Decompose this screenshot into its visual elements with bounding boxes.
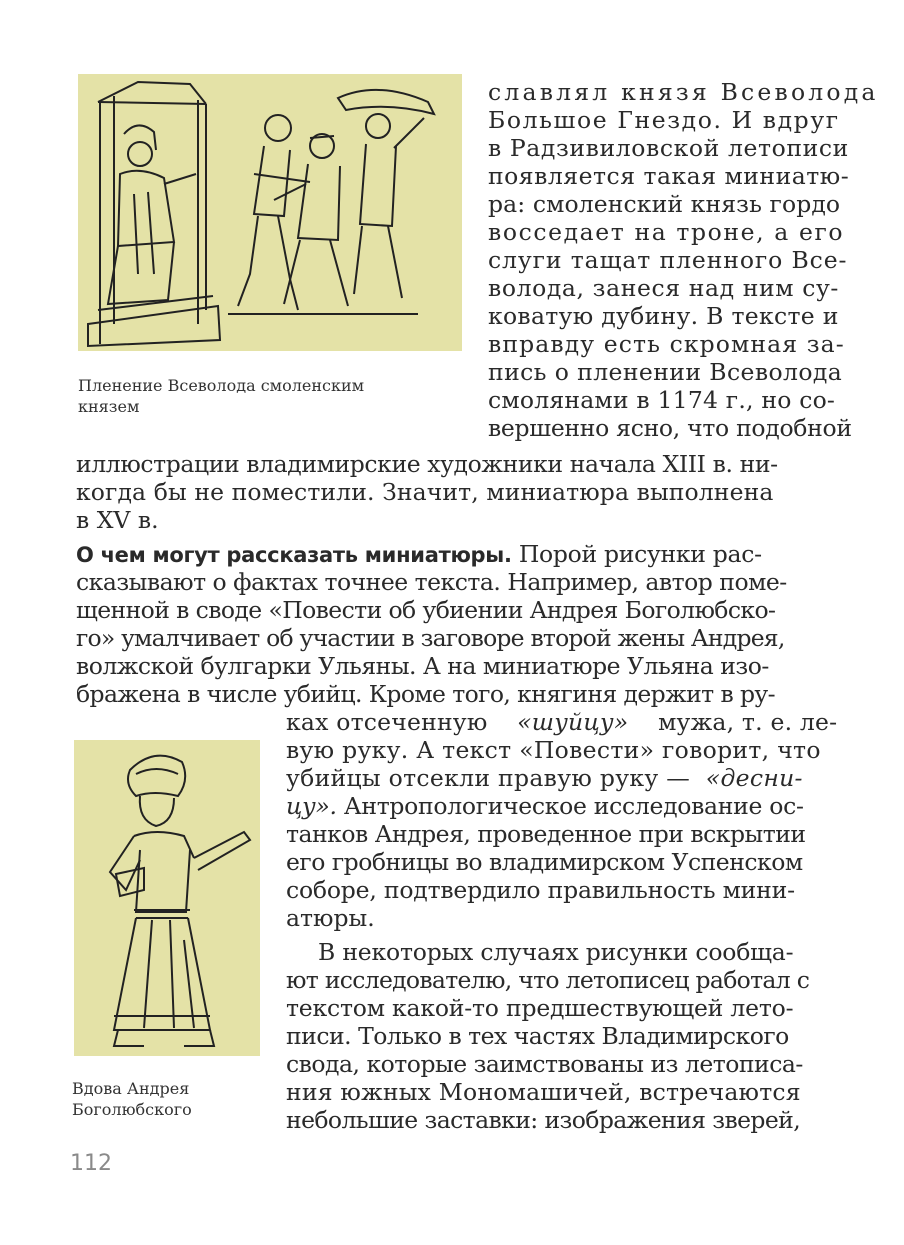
figure-caption-capture [78,375,423,417]
text-line: бражена в числе убийц. Кроме того, княгиня держит в ру- [76,680,775,708]
miniature-drawing [74,740,260,1056]
text-line [286,764,870,792]
miniature-drawing [78,74,462,351]
text-line: когда бы не поместили. Значит, миниатюра выполнена [76,478,774,506]
text-line: вправду есть скромная за- [488,330,845,358]
text-line: пись о пленении Всеволода [488,358,843,386]
text-line: небольшие заставки: изображения зверей, [286,1106,801,1134]
text-line [286,708,870,736]
text-line: сказывают о фактах точнее текста. Например, автор поме- [76,568,787,596]
section-heading: О чем могут рассказать миниатюры. [76,543,512,567]
text-line: ра: смоленский князь гордо [488,190,841,218]
text-fragment: убийцы отсекли правую руку — [286,764,691,792]
miniature-widow-of-andrey [74,740,260,1056]
text-fragment: Порой рисунки рас- [518,540,762,568]
text-line: его гробницы во владимирском Успенском [286,848,803,876]
text-line: волжской булгарки Ульяны. А на миниатюре Ульяна изо- [76,652,769,680]
text-line [286,792,870,820]
text-line: ют исследователю, что летописец работал с [286,966,810,994]
text-line: коватую дубину. В тексте и [488,302,839,330]
text-line: восседает на троне, а его [488,218,845,246]
text-line: щенной в своде «Повести об убиении Андрея Боголюбско- [76,596,776,624]
text-line: в Радзивиловской летописи [488,134,849,162]
text-line: текстом какой-то предшествующей лето- [286,994,794,1022]
text-line: ния южных Мономашичей, встречаются [286,1078,801,1106]
text-fragment: мужа, т. е. ле- [658,708,838,736]
text-line: вую руку. А текст «Повести» говорит, что [286,736,821,764]
text-line: волода, занеся над ним су- [488,274,839,302]
text-line: появляется такая миниатю- [488,162,850,190]
miniature-capture-of-vsevolod [78,74,462,351]
text-line: атюры. [286,904,375,932]
text-line: го» умалчивает об участии в заговоре второй жены Андрея, [76,624,785,652]
text-line: смолянами в 1174 г., но со- [488,386,836,414]
text-line: иллюстрации владимирские художники начала XIII в. ни- [76,450,778,478]
text-line: соборе, подтвердило правильность мини- [286,876,795,904]
text-line: танков Андрея, проведенное при вскрытии [286,820,806,848]
text-fragment: ках отсеченную [286,708,488,736]
text-italic: «десни- [705,764,803,792]
text-line: в XV в. [76,506,159,534]
text-line: слуги тащат пленного Все- [488,246,848,274]
text-line: вершенно ясно, что подобной [488,414,852,442]
text-fragment: Антропологическое исследование ос- [343,792,804,820]
text-line: писи. Только в тех частях Владимирского [286,1022,789,1050]
page-number: 112 [70,1151,112,1176]
text-italic: «шуйцу» [517,708,629,736]
text-line: Большое Гнездо. И вдруг [488,106,840,134]
text-italic: цу». [286,792,337,820]
text-line: славлял князя Всеволода [488,78,879,106]
text-line: свода, которые заимствованы из летописа- [286,1050,803,1078]
caption-text: Пленение Всеволода смоленским князем [78,376,365,416]
figure-caption-widow [72,1078,252,1120]
text-line: В некоторых случаях рисунки сообща- [318,938,794,966]
caption-text: Вдова Андрея Боголюбского [72,1079,192,1119]
text-line [76,540,870,568]
